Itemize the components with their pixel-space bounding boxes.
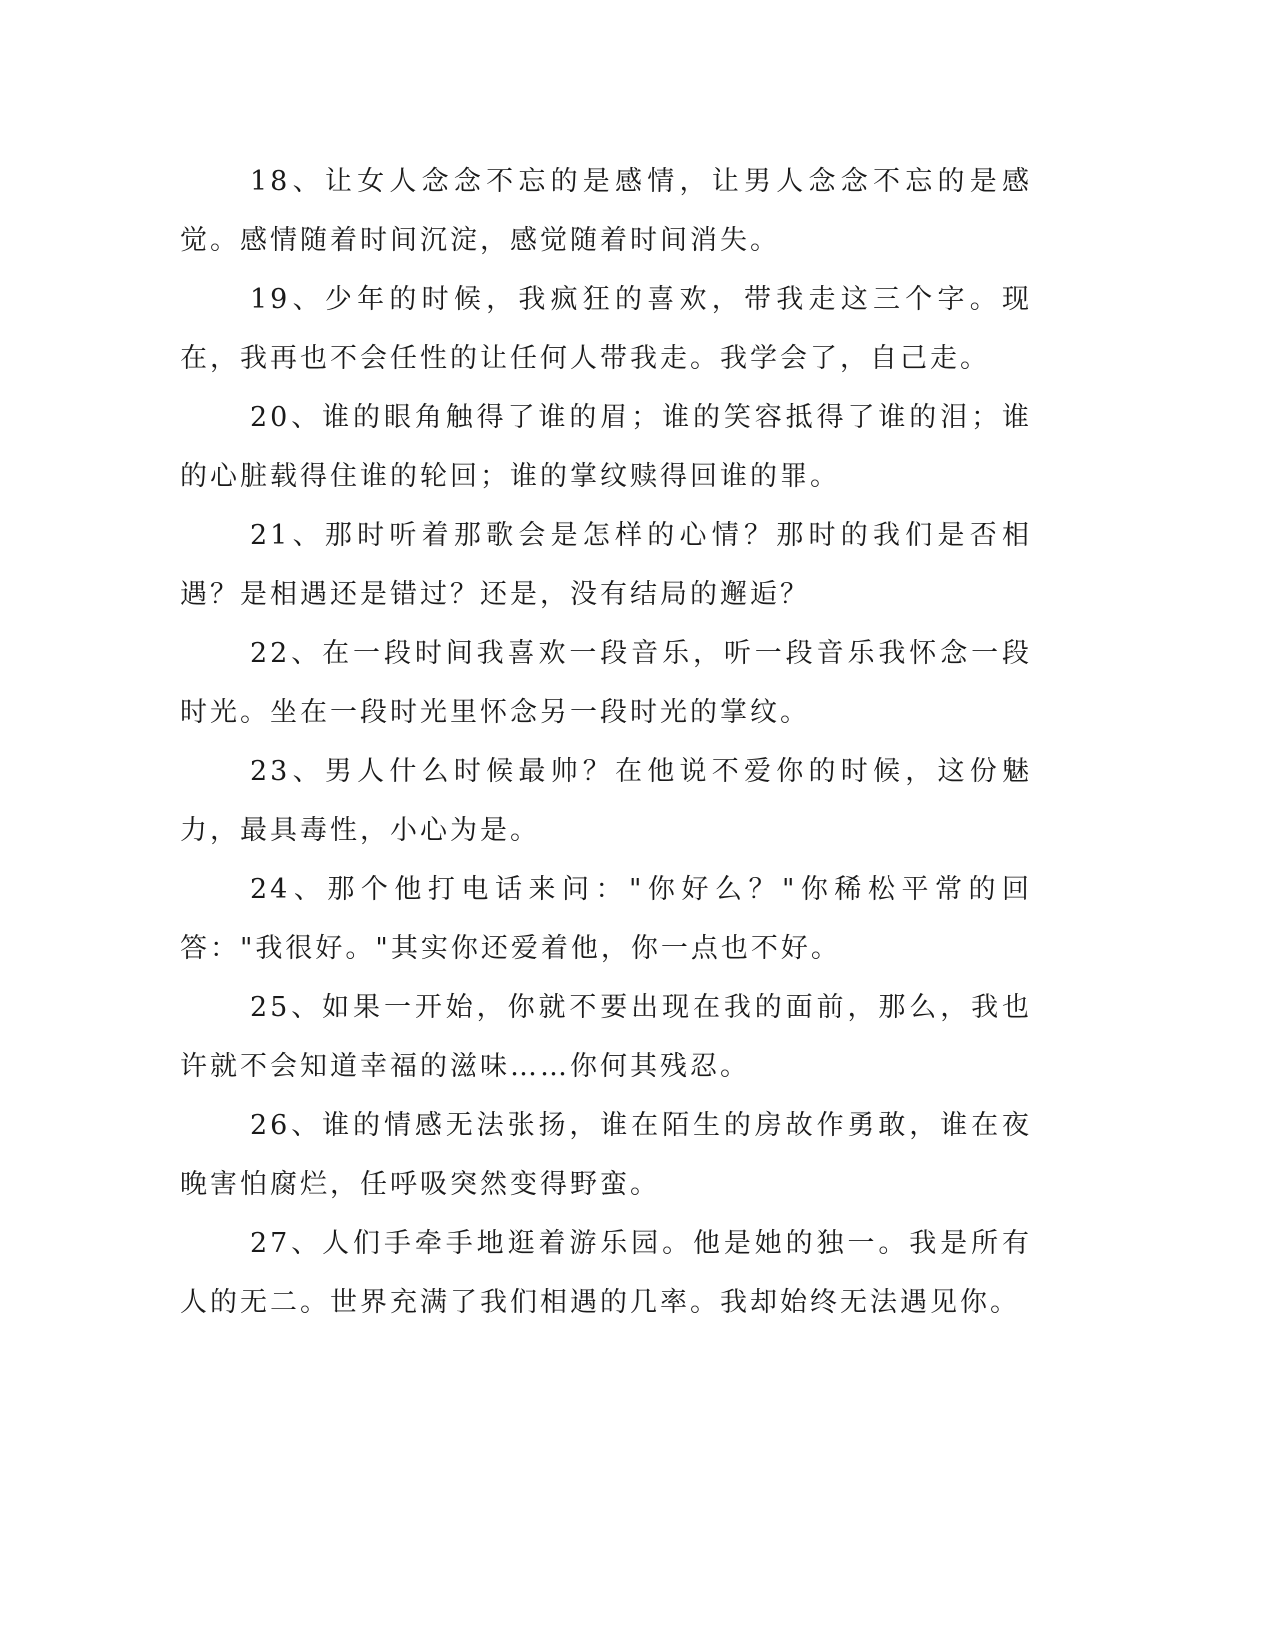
paragraph-21: 21、那时听着那歌会是怎样的心情？那时的我们是否相遇？是相遇还是错过？还是，没有结局的邂逅？ (180, 520, 1032, 610)
paragraph-19: 19、少年的时候，我疯狂的喜欢，带我走这三个字。现在，我再也不会任性的让任何人带我走。我学会了，自己走。 (180, 284, 1032, 374)
document-page (180, 152, 1032, 1332)
paragraph-18: 18、让女人念念不忘的是感情，让男人念念不忘的是感觉。感情随着时间沉淀，感觉随着时间消失。 (180, 166, 1032, 256)
paragraph-25: 25、如果一开始，你就不要出现在我的面前，那么，我也许就不会知道幸福的滋味……你何其残忍。 (180, 992, 1032, 1082)
paragraph-23: 23、男人什么时候最帅？在他说不爱你的时候，这份魅力，最具毒性，小心为是。 (180, 756, 1032, 846)
paragraph-27: 27、人们手牵手地逛着游乐园。他是她的独一。我是所有人的无二。世界充满了我们相遇的几率。我却始终无法遇见你。 (180, 1228, 1032, 1318)
paragraph-26: 26、谁的情感无法张扬，谁在陌生的房故作勇敢，谁在夜晚害怕腐烂，任呼吸突然变得野蛮。 (180, 1110, 1032, 1200)
paragraph-20: 20、谁的眼角触得了谁的眉；谁的笑容抵得了谁的泪；谁的心脏载得住谁的轮回；谁的掌纹赎得回谁的罪。 (180, 402, 1032, 492)
paragraph-22: 22、在一段时间我喜欢一段音乐，听一段音乐我怀念一段时光。坐在一段时光里怀念另一段时光的掌纹。 (180, 638, 1032, 728)
paragraph-24: 24、那个他打电话来问："你好么？"你稀松平常的回答："我很好。"其实你还爱着他，你一点也不好。 (180, 874, 1032, 964)
